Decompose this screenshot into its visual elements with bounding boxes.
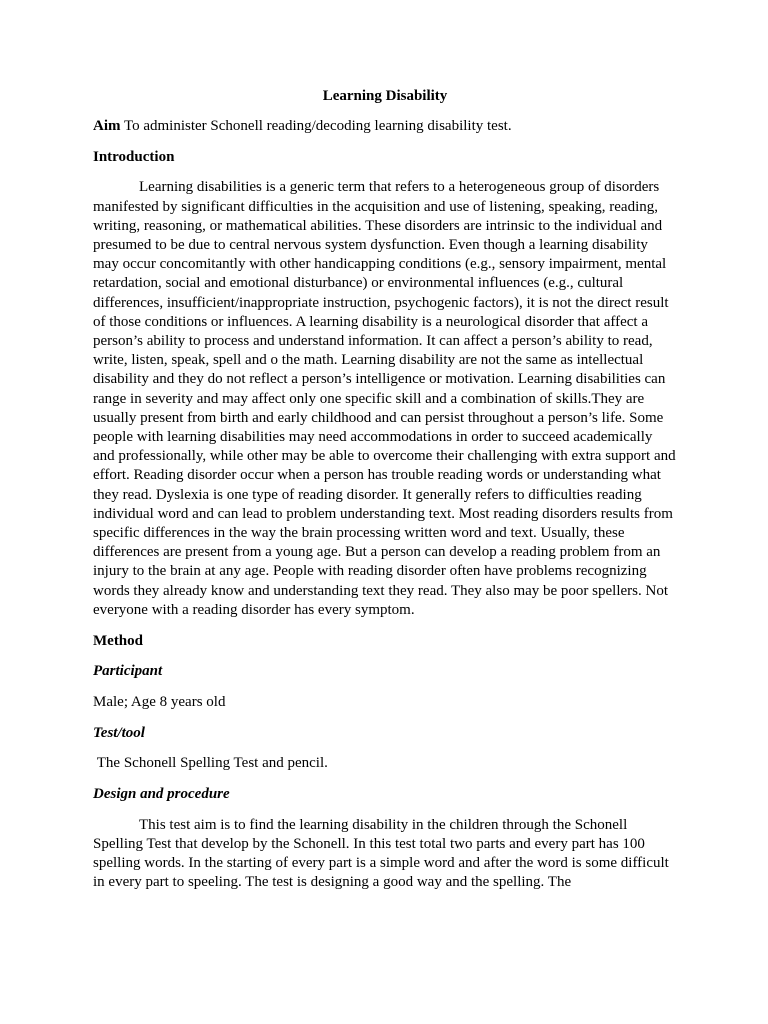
- participant-text: Male; Age 8 years old: [93, 693, 226, 710]
- design-heading: Design and procedure: [93, 786, 230, 803]
- introduction-body: Learning disabilities is a generic term that refers to a heterogeneous group of disorders manifested by significant difficulties in the acquisition and use of listening, speaking, reading, writing, reasoning, or mathematical abilities. These disorders are intrinsic to the individual and presumed to be due to central nervous system dysfunction. Even though a learning disability may occur concomitantly with other handicapping conditions (e.g., sensory impairment, mental retardation, social and emotional disturbance) or environmental influences (e.g., cultural differences, insufficient/inappropriate instruction, psychogenic factors), it is not the direct result of those conditions or influences. A learning disability is a neurological disorder that affect a person’s ability to process and understand information. It can affect a person’s ability to read, write, listen, speak, spell and o the math. Learning disability are not the same as intellectual disability and they do not reflect a person’s intelligence or motivation. Learning disabilities can range in severity and may affect only one specific skill and a combination of skills.They are usually present from birth and early childhood and can persist throughout a person’s life. Some people with learning disabilities may need accommodations in order to succeed academically and professionally, while other may be able to overcome their challenging with extra support and effort. Reading disorder occur when a person has trouble reading words or understanding what they read. Dyslexia is one type of reading disorder. It generally refers to difficulties reading individual word and can lead to problem understanding text. Most reading disorders results from specific differences in the way the brain processing written word and text. Usually, these differences are present from a young age. But a person can develop a reading problem from an injury to the brain at any age. People with reading disorder often have problems recognizing words they already know and understanding text they read. They also may be poor spellers. Not everyone with a reading disorder has every symptom.: [93, 179, 676, 618]
- tool-heading: Test/tool: [93, 724, 145, 741]
- aim-label: Aim: [93, 118, 121, 134]
- introduction-heading: Introduction: [93, 148, 175, 165]
- aim-text: To administer Schonell reading/decoding learning disability test.: [120, 118, 512, 134]
- aim-paragraph: [93, 117, 677, 136]
- participant-heading: Participant: [93, 663, 163, 680]
- document-title: Learning Disability: [322, 88, 448, 104]
- method-heading: Method: [93, 632, 143, 649]
- tool-text: The Schonell Spelling Test and pencil.: [93, 755, 328, 772]
- document-page: [93, 86, 677, 904]
- design-text: This test aim is to find the learning disability in the children through the Schonell Spelling Test that develop by the Schonell. In this test total two parts and every part has 100 spelling words. In the starting of every part is a simple word and after the word is some difficult in every part to speeling. The test is designing a good way and the spelling. The: [93, 816, 669, 891]
